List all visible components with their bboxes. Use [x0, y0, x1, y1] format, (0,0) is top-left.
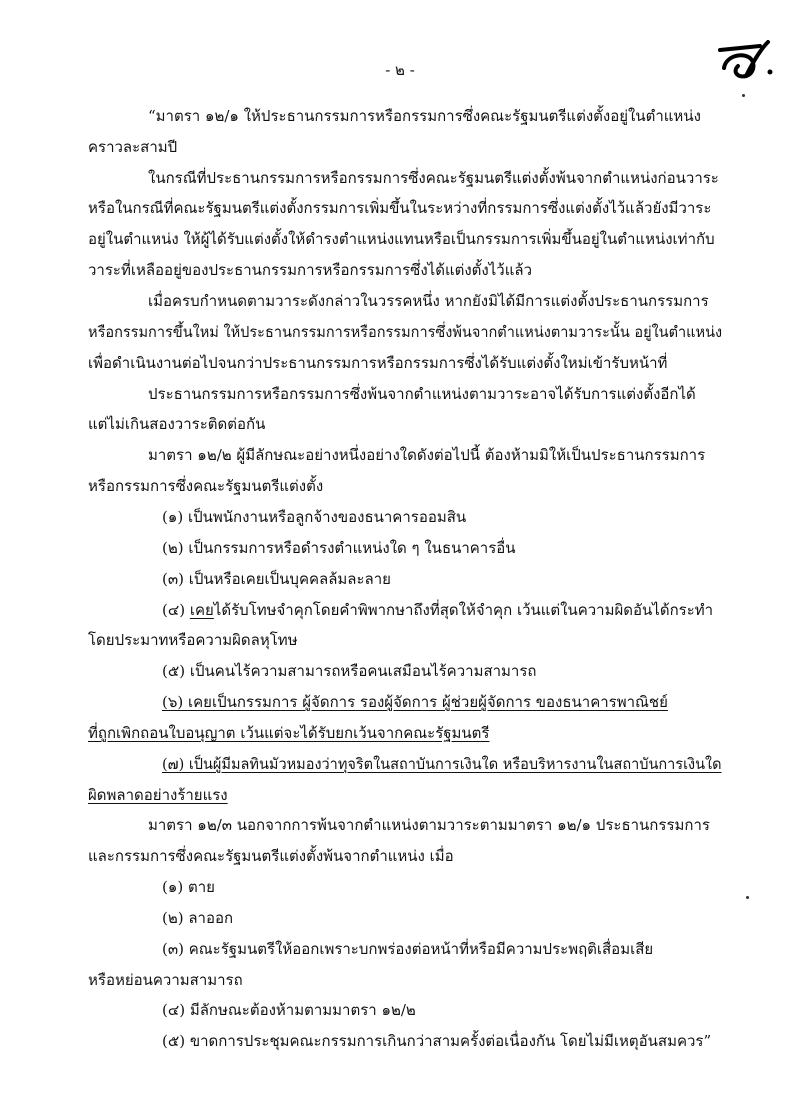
body-line: หรือกรรมการขึ้นใหม่ ให้ประธานกรรมการหรือกรรมการซึ่งพ้นจากตำแหน่งตามวาระนั้น อยู่ในตำแหน่ง	[88, 323, 723, 341]
handwritten-page-mark	[716, 28, 776, 88]
list-item: (๑) ตาย	[162, 878, 215, 896]
list-item-amended: (๖) เคยเป็นกรรมการ ผู้จัดการ รองผู้จัดการ ผู้ช่วยผู้จัดการ ของธนาคารพาณิชย์	[162, 693, 668, 711]
list-item: (๒) เป็นกรรมการหรือดำรงตำแหน่งใด ๆ ในธนาคารอื่น	[162, 539, 516, 557]
list-item: (๓) เป็นหรือเคยเป็นบุคคลล้มละลาย	[162, 570, 391, 588]
body-line: แต่ไม่เกินสองวาระติดต่อกัน	[88, 415, 266, 433]
body-line: มาตรา ๑๒/๓ นอกจากการพ้นจากตำแหน่งตามวาระตามมาตรา ๑๒/๑ ประธานกรรมการ	[148, 816, 710, 834]
body-line: วาระที่เหลืออยู่ของประธานกรรมการหรือกรรมการซึ่งได้แต่งตั้งไว้แล้ว	[88, 261, 532, 279]
list-item: (๓) คณะรัฐมนตรีให้ออกเพราะบกพร่องต่อหน้าที่หรือมีความประพฤติเสื่อมเสีย	[162, 940, 654, 958]
body-line: และกรรมการซึ่งคณะรัฐมนตรีแต่งตั้งพ้นจากตำแหน่ง เมื่อ	[88, 847, 454, 865]
list-item-amended: (๗) เป็นผู้มีมลทินมัวหมองว่าทุจริตในสถาบันการเงินใด หรือบริหารงานในสถาบันการเงินใด	[162, 755, 722, 773]
body-line-amended: ผิดพลาดอย่างร้ายแรง	[88, 786, 228, 804]
body-line: เมื่อครบกำหนดตามวาระดังกล่าวในวรรคหนึ่ง หากยังมิได้มีการแต่งตั้งประธานกรรมการ	[148, 292, 709, 310]
page-number: - ๒ -	[385, 61, 415, 79]
list-item: (๒) ลาออก	[162, 909, 234, 927]
body-line: คราวละสามปี	[88, 138, 178, 156]
body-line: โดยประมาทหรือความผิดลหุโทษ	[88, 631, 298, 649]
body-line: หรือในกรณีที่คณะรัฐมนตรีแต่งตั้งกรรมการเพิ่มขึ้นในระหว่างที่กรรมการซึ่งแต่งตั้งไว้แล้วยังมีวาระ	[88, 199, 712, 217]
body-line: หรือหย่อนความสามารถ	[88, 971, 243, 989]
body-line: หรือกรรมการซึ่งคณะรัฐมนตรีแต่งตั้ง	[88, 477, 324, 495]
body-line-amended: ที่ถูกเพิกถอนใบอนุญาต เว้นแต่จะได้รับยกเว้นจากคณะรัฐมนตรี	[88, 724, 490, 742]
list-item: (๑) เป็นพนักงานหรือลูกจ้างของธนาคารออมสิน	[162, 508, 467, 526]
list-item: (๕) เป็นคนไร้ความสามารถหรือคนเสมือนไร้ความสามารถ	[162, 662, 537, 680]
list-item: (๕) ขาดการประชุมคณะกรรมการเกินกว่าสามครั้งต่อเนื่องกัน โดยไม่มีเหตุอันสมควร”	[162, 1032, 712, 1050]
underlined-word: เคย	[189, 601, 214, 619]
body-line: มาตรา ๑๒/๒ ผู้มีลักษณะอย่างหนึ่งอย่างใดดังต่อไปนี้ ต้องห้ามมิให้เป็นประธานกรรมการ	[148, 446, 706, 464]
scan-speck	[746, 896, 749, 899]
scan-speck	[742, 94, 745, 97]
list-item: (๔) เคยได้รับโทษจำคุกโดยคำพิพากษาถึงที่สุดให้จำคุก เว้นแต่ในความผิดอันได้กระทำ	[162, 601, 714, 619]
list-item: (๔) มีลักษณะต้องห้ามตามมาตรา ๑๒/๒	[162, 1001, 416, 1019]
body-line: เพื่อดำเนินงานต่อไปจนกว่าประธานกรรมการหรือกรรมการซึ่งได้รับแต่งตั้งใหม่เข้ารับหน้าที่	[88, 354, 668, 372]
body-line: “มาตรา ๑๒/๑ ให้ประธานกรรมการหรือกรรมการซึ่งคณะรัฐมนตรีแต่งตั้งอยู่ในตำแหน่ง	[148, 107, 701, 125]
body-line: ประธานกรรมการหรือกรรมการซึ่งพ้นจากตำแหน่งตามวาระอาจได้รับการแต่งตั้งอีกได้	[148, 385, 696, 403]
body-line: ในกรณีที่ประธานกรรมการหรือกรรมการซึ่งคณะรัฐมนตรีแต่งตั้งพ้นจากตำแหน่งก่อนวาระ	[148, 169, 719, 187]
body-line: อยู่ในตำแหน่ง ให้ผู้ได้รับแต่งตั้งให้ดำรงตำแหน่งแทนหรือเป็นกรรมการเพิ่มขึ้นอยู่ในตำแหน่งเท่ากับ	[88, 230, 715, 248]
